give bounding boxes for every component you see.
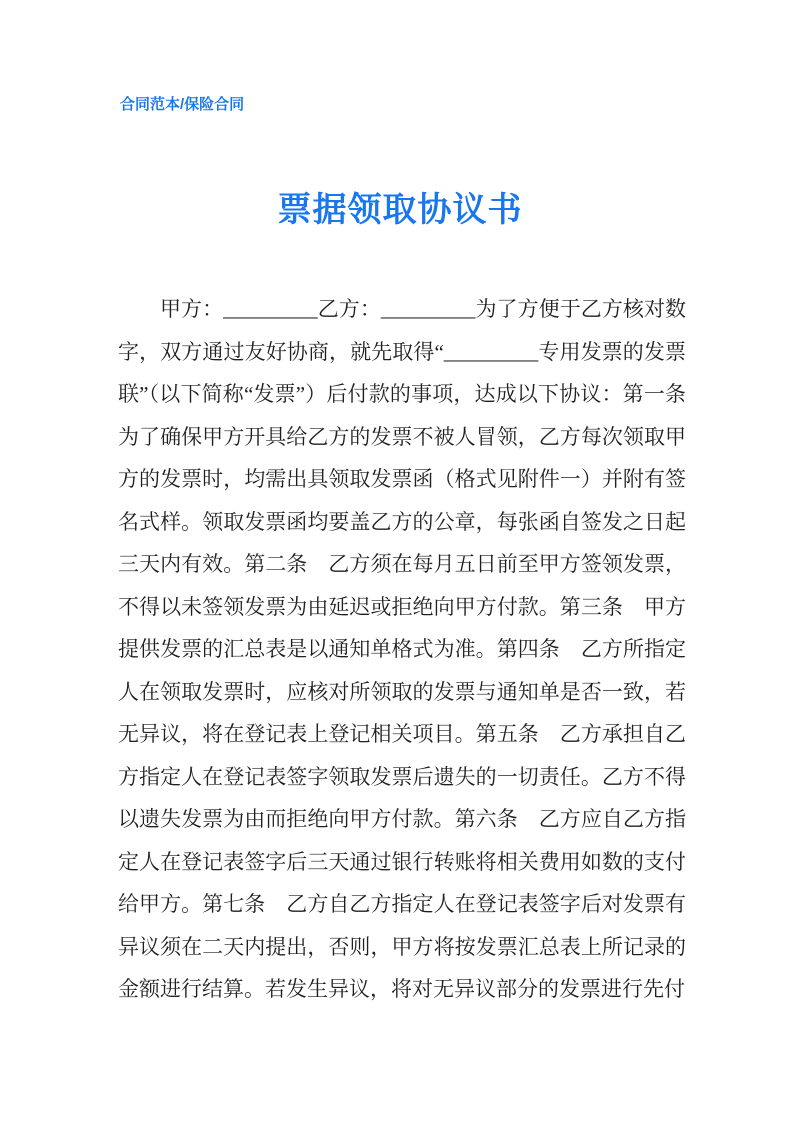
breadcrumb[interactable]: 合同范本/保险合同 (120, 96, 245, 113)
document-paragraph: 甲方：_________乙方：_________为了方便于乙方核对数字，双方通过友好协商，就先取得“_________专用发票的发票联”（以下简称“发票”）后付款的事项，达成以下协议：第一条 为了确保甲方开具给乙方的发票不被人冒领，乙方每次领取甲方的发票时，均需出具领取发票函（格式见附件一）并附有签名式样。领取发票函均要盖乙方的公章，每张函自签发之日起三天内有效。第二条 乙方须在每月五日前至甲方签领发票，不得以未签领发票为由延迟或拒绝向甲方付款。第三条 甲方提供发票的汇总表是以通知单格式为准。第四条 乙方所指定人在领取发票时，应核对所领取的发票与通知单是否一致，若无异议，将在登记表上登记相关项目。第五条 乙方承担自乙方指定人在登记表签字领取发票后遗失的一切责任。乙方不得以遗失发票为由而拒绝向甲方付款。第六条 乙方应自乙方指定人在登记表签字后三天通过银行转账将相关费用如数的支付给甲方。第七条 乙方自乙方指定人在登记表签字后对发票有异议须在二天内提出，否则，甲方将按发票汇总表上所记录的金额进行结算。若发生异议，将对无异议部分的发票进行先付 (118, 297, 707, 1001)
page-title: 票据领取协议书 (277, 191, 523, 229)
